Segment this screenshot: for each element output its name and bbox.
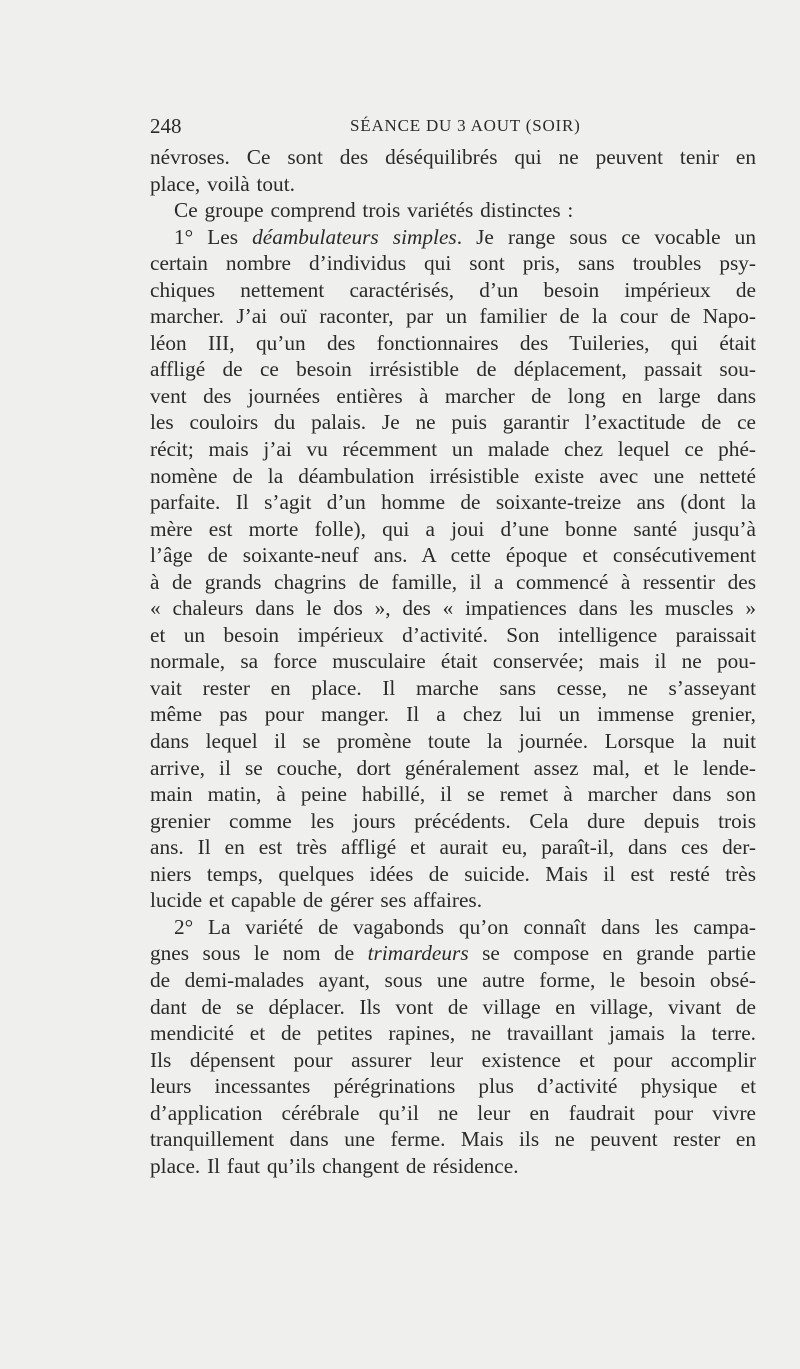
text-line: Ce groupe comprend trois variétés distinctes :: [174, 198, 574, 223]
text-line: dans lequel il se promène toute la journée. Lorsque la nuit: [150, 729, 756, 754]
text-fragment: . Je range sous ce vocable un: [456, 224, 756, 249]
text-line: dant de se déplacer. Ils vont de village en village, vivant de: [150, 994, 756, 1019]
text-line: place, voilà tout.: [150, 171, 295, 196]
text-line: place. Il faut qu’ils changent de résidence.: [150, 1153, 519, 1178]
text-line: [150, 224, 756, 251]
text-fragment: 1° Les: [174, 224, 253, 249]
text-line: tranquillement dans une ferme. Mais ils ne peuvent rester en: [150, 1127, 756, 1152]
italic-term: trimardeurs: [367, 941, 469, 966]
text-line: à de grands chagrins de famille, il a commencé à ressentir des: [150, 569, 756, 594]
text-line: et un besoin impérieux d’activité. Son intelligence paraissait: [150, 622, 756, 647]
text-line: névroses. Ce sont des déséquilibrés qui ne peuvent tenir en: [150, 145, 756, 169]
text-line: mendicité et de petites rapines, ne travaillant jamais la terre.: [150, 1021, 756, 1046]
text-line: arrive, il se couche, dort généralement assez mal, et le lende-: [150, 755, 756, 780]
text-line: marcher. J’ai ouï raconter, par un familier de la cour de Napo-: [150, 304, 756, 329]
text-line: Ils dépensent pour assurer leur existence et pour accomplir: [150, 1047, 756, 1072]
text-line: vait rester en place. Il marche sans cesse, ne s’asseyant: [150, 675, 756, 700]
text-line: vent des journées entières à marcher de long en large dans: [150, 383, 756, 408]
text-line: certain nombre d’individus qui sont pris, sans troubles psy-: [150, 251, 756, 276]
text-line: d’application cérébrale qu’il ne leur en faudrait pour vivre: [150, 1100, 756, 1125]
running-title: SÉANCE DU 3 AOUT (SOIR): [350, 116, 581, 135]
text-fragment: se compose en grande partie: [468, 941, 756, 966]
text-line: 2° La variété de vagabonds qu’on connaît dans les campa-: [174, 914, 756, 939]
text-line: lucide et capable de gérer ses affaires.: [150, 888, 483, 913]
text-line: affligé de ce besoin irrésistible de déplacement, passait sou-: [150, 357, 756, 382]
italic-term: déambulateurs simples: [252, 224, 457, 249]
text-line: l’âge de soixante-neuf ans. A cette époque et consécutivement: [150, 543, 756, 568]
text-line: leurs incessantes pérégrinations plus d’activité physique et: [150, 1074, 756, 1099]
text-fragment: gnes sous le nom de: [150, 941, 368, 966]
text-line: normale, sa force musculaire était conservée; mais il ne pou-: [150, 649, 756, 674]
text-line: parfaite. Il s’agit d’un homme de soixante-treize ans (dont la: [150, 490, 756, 515]
text-line: niers temps, quelques idées de suicide. Mais il est resté très: [150, 861, 756, 886]
running-head: [150, 114, 756, 144]
text-line: chiques nettement caractérisés, d’un besoin impérieux de: [150, 277, 756, 302]
text-line: les couloirs du palais. Je ne puis garantir l’exactitude de ce: [150, 410, 756, 435]
text-line: léon III, qu’un des fonctionnaires des Tuileries, qui était: [150, 330, 756, 355]
text-line: main matin, à peine habillé, il se remet à marcher dans son: [150, 782, 756, 807]
text-line: grenier comme les jours précédents. Cela dure depuis trois: [150, 808, 756, 833]
text-line: récit; mais j’ai vu récemment un malade chez lequel ce phé-: [150, 437, 756, 462]
text-line: nomène de la déambulation irrésistible existe avec une netteté: [150, 463, 756, 488]
text-line: de demi-malades ayant, sous une autre forme, le besoin obsé-: [150, 967, 756, 992]
text-line: mère est morte folle), qui a joui d’une bonne santé jusqu’à: [150, 516, 756, 541]
text-line: [150, 940, 756, 967]
text-line: même pas pour manger. Il a chez lui un immense grenier,: [150, 702, 756, 727]
text-line: ans. Il en est très affligé et aurait eu, paraît-il, dans ces der-: [150, 835, 756, 860]
text-line: « chaleurs dans le dos », des « impatiences dans les muscles »: [150, 596, 756, 621]
page-number: 248: [150, 114, 182, 138]
body-text: [150, 144, 756, 1179]
